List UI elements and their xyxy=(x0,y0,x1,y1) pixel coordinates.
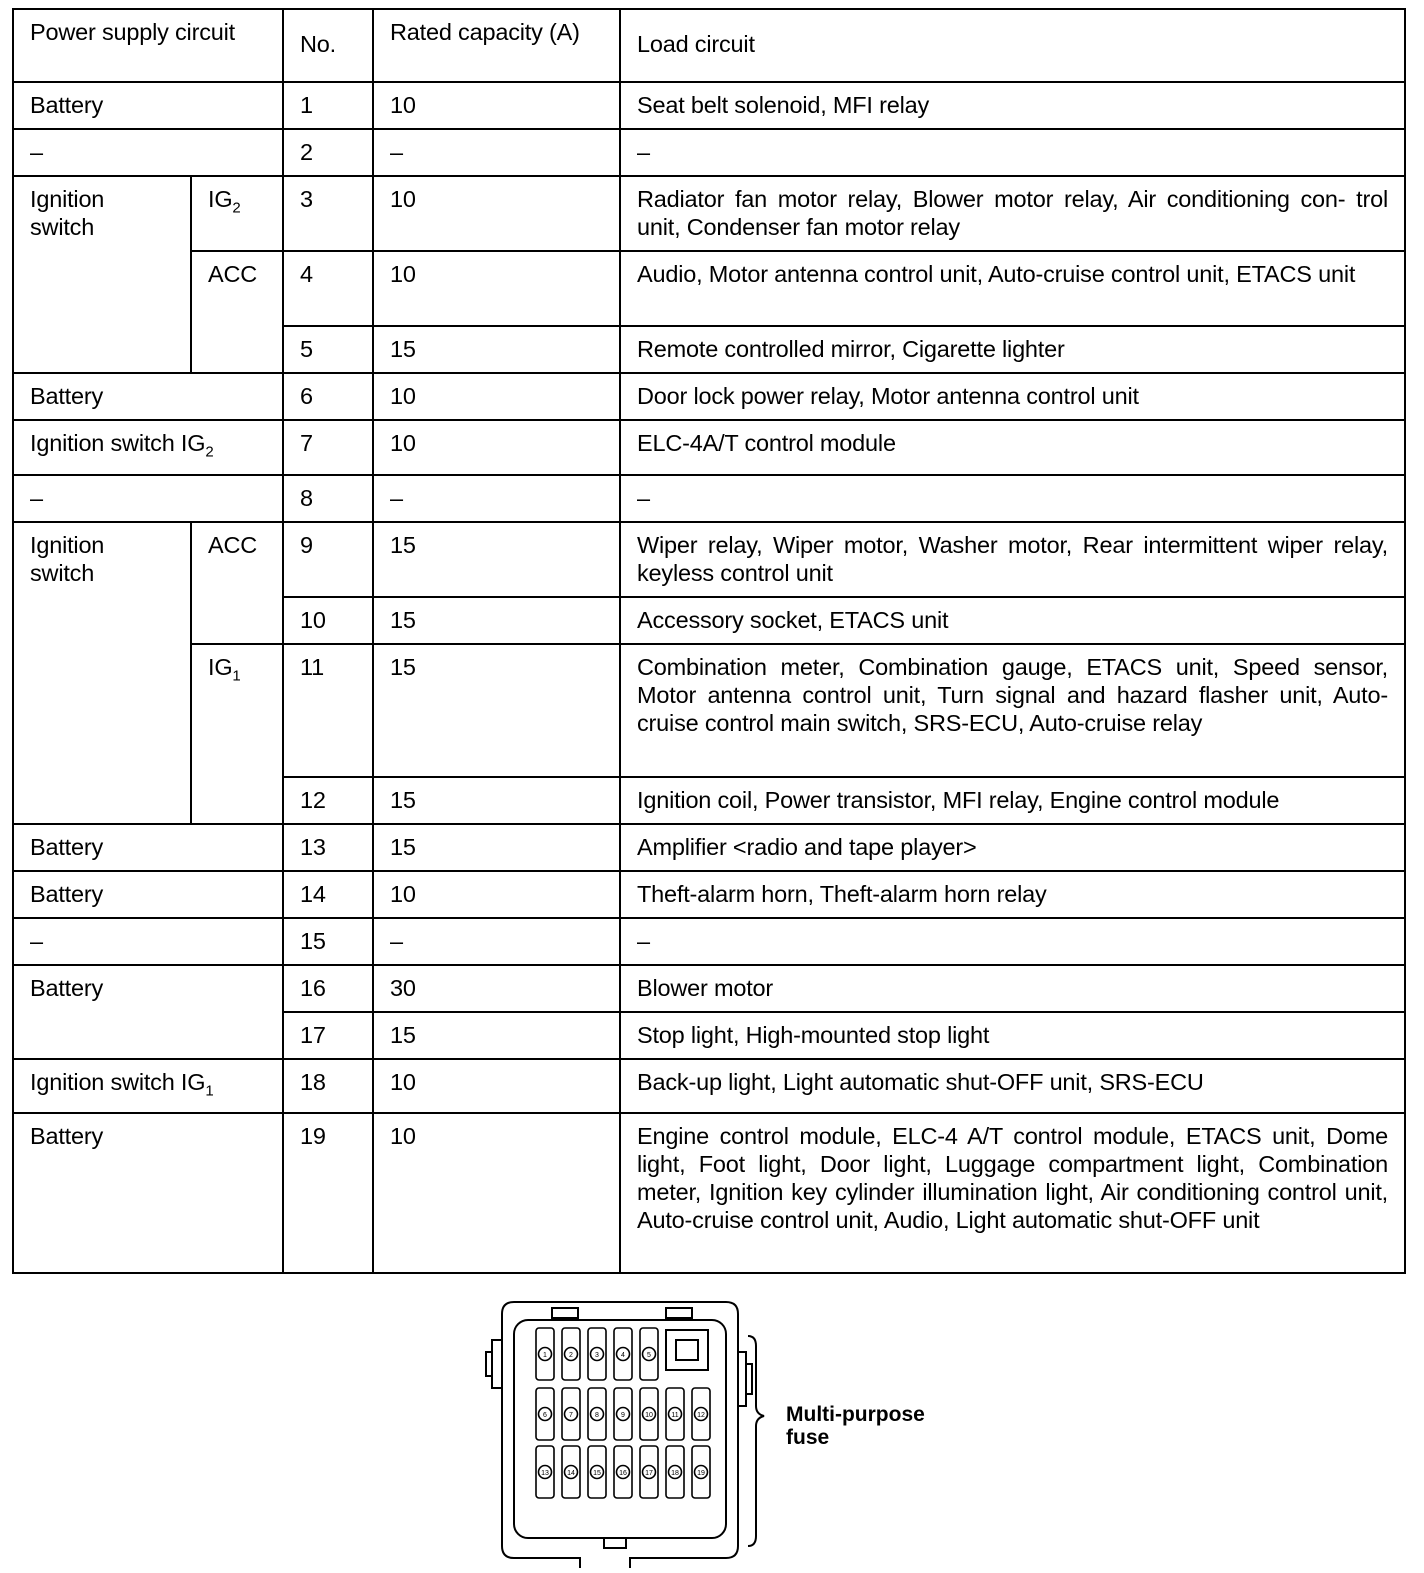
fuse-no: 18 xyxy=(283,1059,373,1114)
load-circuit: Door lock power relay, Motor antenna control unit xyxy=(620,373,1405,420)
table-row xyxy=(13,522,1405,597)
table-row xyxy=(13,1113,1405,1273)
supply-subscript: 1 xyxy=(205,1082,214,1100)
relay-block xyxy=(666,1330,708,1370)
supply-cell: Battery xyxy=(13,871,283,918)
fuse-box-top-tab xyxy=(552,1308,578,1318)
header-row xyxy=(13,9,1405,82)
table-row xyxy=(13,373,1405,420)
load-circuit: – xyxy=(620,129,1405,176)
fuse-capacity: 15 xyxy=(373,824,620,871)
supply-sub-cell: ACC xyxy=(191,522,283,644)
fuse-box-left-clip xyxy=(486,1340,502,1388)
supply-sub-label: IG xyxy=(208,653,233,680)
fuse-capacity: 10 xyxy=(373,176,620,251)
fuse-box-diagram xyxy=(480,1296,780,1573)
fuse-no: 10 xyxy=(283,597,373,644)
fuse-box-bottom-tab xyxy=(604,1538,626,1548)
table-row xyxy=(13,129,1405,176)
fuse-capacity: 15 xyxy=(373,777,620,824)
table-row xyxy=(13,1059,1405,1114)
fuse-no: 3 xyxy=(283,176,373,251)
supply-cell: Ignition switch xyxy=(13,176,191,373)
fuse-number-label: 11 xyxy=(671,1412,679,1419)
fuse-capacity: 10 xyxy=(373,1113,620,1273)
supply-cell: – xyxy=(13,475,283,522)
fuse-box-right-clip xyxy=(738,1352,752,1406)
table-row xyxy=(13,965,1405,1012)
fuse-capacity: 15 xyxy=(373,326,620,373)
fuse-capacity: – xyxy=(373,475,620,522)
load-circuit: ELC-4A/T control module xyxy=(620,420,1405,475)
fuse-number-label: 7 xyxy=(569,1412,573,1419)
load-circuit: Radiator fan motor relay, Blower motor relay, Air conditioning con- trol unit, Condenser fan motor relay xyxy=(620,176,1405,251)
label-line-1: Multi-purpose xyxy=(786,1403,925,1426)
fuse-no: 14 xyxy=(283,871,373,918)
supply-subscript: 2 xyxy=(205,443,214,461)
fuse-number-label: 19 xyxy=(697,1470,705,1477)
load-circuit: – xyxy=(620,918,1405,965)
fuse-number-label: 4 xyxy=(621,1352,625,1359)
table-row xyxy=(13,871,1405,918)
supply-cell xyxy=(13,1059,283,1114)
fuse-capacity: 10 xyxy=(373,251,620,326)
load-circuit: Engine control module, ELC-4 A/T control module, ETACS unit, Dome light, Foot light, Door light, Luggage compartment light, Combination meter, Ignition key cylinder illumination light, Air conditioning control unit, Auto-cruise control unit, Audio, Light automatic shut-OFF unit xyxy=(620,1113,1405,1273)
fuse-number-label: 18 xyxy=(671,1470,679,1477)
fuse-capacity: – xyxy=(373,918,620,965)
fuse-box-drawing xyxy=(480,1296,780,1568)
supply-cell: – xyxy=(13,129,283,176)
load-circuit: Amplifier <radio and tape player> xyxy=(620,824,1405,871)
fuse-no: 13 xyxy=(283,824,373,871)
load-circuit: Seat belt solenoid, MFI relay xyxy=(620,82,1405,129)
supply-label: Ignition switch IG xyxy=(30,430,206,456)
fuse-box-top-tab xyxy=(666,1308,692,1318)
table-row xyxy=(13,918,1405,965)
fuse-capacity: 10 xyxy=(373,871,620,918)
fuse-no: 12 xyxy=(283,777,373,824)
header-rated-capacity: Rated capacity (A) xyxy=(373,9,620,82)
fuse-number-label: 15 xyxy=(593,1470,601,1477)
fuse-no: 16 xyxy=(283,965,373,1012)
header-power-supply: Power supply circuit xyxy=(13,9,283,82)
fuse-no: 9 xyxy=(283,522,373,597)
fuse-no: 15 xyxy=(283,918,373,965)
fuse-no: 1 xyxy=(283,82,373,129)
fuse-capacity: 15 xyxy=(373,644,620,777)
table-row xyxy=(13,420,1405,475)
supply-cell: Battery xyxy=(13,1113,283,1273)
fuse-number-label: 5 xyxy=(647,1352,651,1359)
label-line-2: fuse xyxy=(786,1426,830,1449)
load-circuit: Remote controlled mirror, Cigarette lighter xyxy=(620,326,1405,373)
fuse-capacity: 10 xyxy=(373,82,620,129)
relay-block-inner xyxy=(676,1340,698,1360)
supply-cell: Battery xyxy=(13,373,283,420)
fuse-table xyxy=(12,8,1406,1274)
table-row xyxy=(13,176,1405,251)
multi-purpose-fuse-label xyxy=(786,1403,925,1449)
supply-sub-label: IG xyxy=(208,186,233,212)
fuse-capacity: – xyxy=(373,129,620,176)
fuse-no: 2 xyxy=(283,129,373,176)
supply-cell: Battery xyxy=(13,824,283,871)
fuse-slots xyxy=(536,1328,710,1498)
fuse-number-label: 1 xyxy=(543,1352,547,1359)
supply-label: Ignition switch IG xyxy=(30,1068,206,1095)
fuse-no: 7 xyxy=(283,420,373,475)
load-circuit: – xyxy=(620,475,1405,522)
supply-sub-cell xyxy=(191,176,283,251)
load-circuit: Stop light, High-mounted stop light xyxy=(620,1012,1405,1059)
fuse-no: 6 xyxy=(283,373,373,420)
fuse-no: 4 xyxy=(283,251,373,326)
supply-cell: Ignition switch xyxy=(13,522,191,824)
supply-sub-cell xyxy=(191,644,283,824)
fuse-number-label: 9 xyxy=(621,1412,625,1419)
fuse-capacity: 15 xyxy=(373,522,620,597)
header-no: No. xyxy=(283,9,373,82)
fuse-no: 8 xyxy=(283,475,373,522)
fuse-box-housing xyxy=(502,1302,738,1568)
bracket xyxy=(748,1336,764,1546)
fuse-number-label: 10 xyxy=(645,1412,653,1419)
fuse-no: 17 xyxy=(283,1012,373,1059)
fuse-number-label: 16 xyxy=(619,1470,627,1477)
fuse-capacity: 10 xyxy=(373,420,620,475)
fuse-capacity: 15 xyxy=(373,597,620,644)
fuse-number-label: 12 xyxy=(697,1412,705,1419)
supply-subscript: 1 xyxy=(232,667,241,685)
fuse-number-label: 14 xyxy=(567,1470,575,1477)
load-circuit: Audio, Motor antenna control unit, Auto-cruise control unit, ETACS unit xyxy=(620,251,1405,326)
fuse-capacity: 10 xyxy=(373,1059,620,1114)
fuse-number-label: 17 xyxy=(645,1470,653,1477)
supply-cell: Battery xyxy=(13,965,283,1059)
table-row xyxy=(13,644,1405,777)
table-row xyxy=(13,251,1405,326)
load-circuit: Blower motor xyxy=(620,965,1405,1012)
fuse-number-label: 3 xyxy=(595,1352,599,1359)
load-circuit: Combination meter, Combination gauge, ETACS unit, Speed sensor, Motor antenna control unit, Turn signal and hazard flasher unit, Auto-cruise control main switch, SRS-ECU, Auto-cruise relay xyxy=(620,644,1405,777)
supply-cell xyxy=(13,420,283,475)
supply-cell: – xyxy=(13,918,283,965)
load-circuit: Theft-alarm horn, Theft-alarm horn relay xyxy=(620,871,1405,918)
fuse-capacity: 10 xyxy=(373,373,620,420)
load-circuit: Ignition coil, Power transistor, MFI relay, Engine control module xyxy=(620,777,1405,824)
load-circuit: Wiper relay, Wiper motor, Washer motor, Rear intermittent wiper relay, keyless control unit xyxy=(620,522,1405,597)
supply-subscript: 2 xyxy=(232,199,241,217)
fuse-number-label: 8 xyxy=(595,1412,599,1419)
fuse-no: 19 xyxy=(283,1113,373,1273)
load-circuit: Back-up light, Light automatic shut-OFF unit, SRS-ECU xyxy=(620,1059,1405,1114)
supply-cell: Battery xyxy=(13,82,283,129)
fuse-no: 11 xyxy=(283,644,373,777)
fuse-number-label: 2 xyxy=(569,1352,573,1359)
fuse-number-label: 13 xyxy=(541,1470,549,1477)
table-row xyxy=(13,82,1405,129)
header-load-circuit: Load circuit xyxy=(620,9,1405,82)
fuse-capacity: 30 xyxy=(373,965,620,1012)
table-row xyxy=(13,824,1405,871)
load-circuit: Accessory socket, ETACS unit xyxy=(620,597,1405,644)
fuse-no: 5 xyxy=(283,326,373,373)
fuse-number-label: 6 xyxy=(543,1412,547,1419)
supply-sub-cell: ACC xyxy=(191,251,283,373)
fuse-capacity: 15 xyxy=(373,1012,620,1059)
table-row xyxy=(13,475,1405,522)
